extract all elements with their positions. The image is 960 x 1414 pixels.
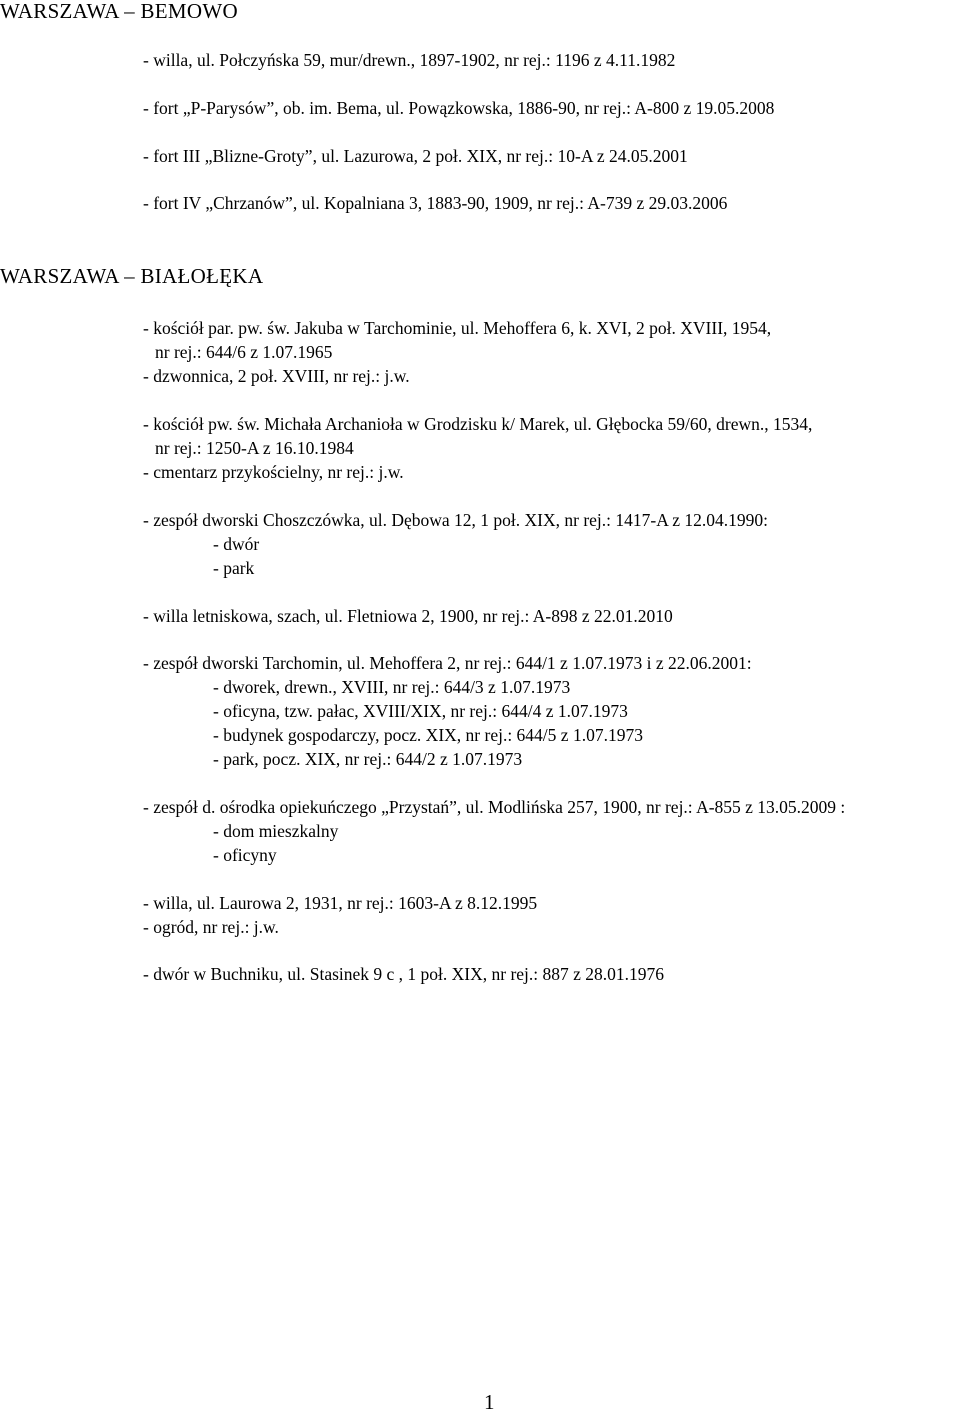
list-item: - dwór w Buchniku, ul. Stasinek 9 c , 1 poł. XIX, nr rej.: 887 z 28.01.1976 <box>143 964 665 984</box>
list-item: - dzwonnica, 2 poł. XVIII, nr rej.: j.w. <box>143 366 410 386</box>
list-item: - zespół d. ośrodka opiekuńczego „Przystań”, ul. Modlińska 257, 1900, nr rej.: A-855 z 13.05.2009 : <box>143 797 846 817</box>
list-item: - dworek, drewn., XVIII, nr rej.: 644/3 z 1.07.1973 <box>213 677 571 697</box>
list-item: - zespół dworski Choszczówka, ul. Dębowa 12, 1 poł. XIX, nr rej.: 1417-A z 12.04.1990: <box>143 510 769 530</box>
list-item: - dom mieszkalny <box>213 821 339 841</box>
list-item: - fort IV „Chrzanów”, ul. Kopalniana 3, 1883-90, 1909, nr rej.: A-739 z 29.03.2006 <box>143 193 728 213</box>
list-item: - ogród, nr rej.: j.w. <box>143 917 279 937</box>
list-item: - kościół par. pw. św. Jakuba w Tarchominie, ul. Mehoffera 6, k. XVI, 2 poł. XVIII, 1954, <box>143 318 772 338</box>
heading-bialoleka: WARSZAWA – BIAŁOŁĘKA <box>0 264 264 288</box>
list-item: - park, pocz. XIX, nr rej.: 644/2 z 1.07.1973 <box>213 749 523 769</box>
list-item: - budynek gospodarczy, pocz. XIX, nr rej.: 644/5 z 1.07.1973 <box>213 725 643 745</box>
list-item: - oficyny <box>213 845 277 865</box>
list-item: - willa, ul. Laurowa 2, 1931, nr rej.: 1603-A z 8.12.1995 <box>143 893 538 913</box>
list-item: - fort „P-Parysów”, ob. im. Bema, ul. Powązkowska, 1886-90, nr rej.: A-800 z 19.05.2008 <box>143 98 775 118</box>
list-item: - zespół dworski Tarchomin, ul. Mehoffera 2, nr rej.: 644/1 z 1.07.1973 i z 22.06.2001: <box>143 653 752 673</box>
heading-bemowo: WARSZAWA – BEMOWO <box>0 0 238 23</box>
list-item: - kościół pw. św. Michała Archanioła w Grodzisku k/ Marek, ul. Głębocka 59/60, drewn., 1534, <box>143 414 813 434</box>
list-item: - cmentarz przykościelny, nr rej.: j.w. <box>143 462 404 482</box>
list-item: - dwór <box>213 534 260 554</box>
list-item: - park <box>213 558 255 578</box>
list-item: - willa, ul. Połczyńska 59, mur/drewn., 1897-1902, nr rej.: 1196 z 4.11.1982 <box>143 50 676 70</box>
list-item: - willa letniskowa, szach, ul. Fletniowa 2, 1900, nr rej.: A-898 z 22.01.2010 <box>143 606 673 626</box>
list-item: nr rej.: 1250-A z 16.10.1984 <box>155 438 354 458</box>
list-item: nr rej.: 644/6 z 1.07.1965 <box>155 342 333 362</box>
list-item: - oficyna, tzw. pałac, XVIII/XIX, nr rej.: 644/4 z 1.07.1973 <box>213 701 628 721</box>
page-number: 1 <box>484 1390 495 1414</box>
list-item: - fort III „Blizne-Groty”, ul. Lazurowa, 2 poł. XIX, nr rej.: 10-A z 24.05.2001 <box>143 146 688 166</box>
